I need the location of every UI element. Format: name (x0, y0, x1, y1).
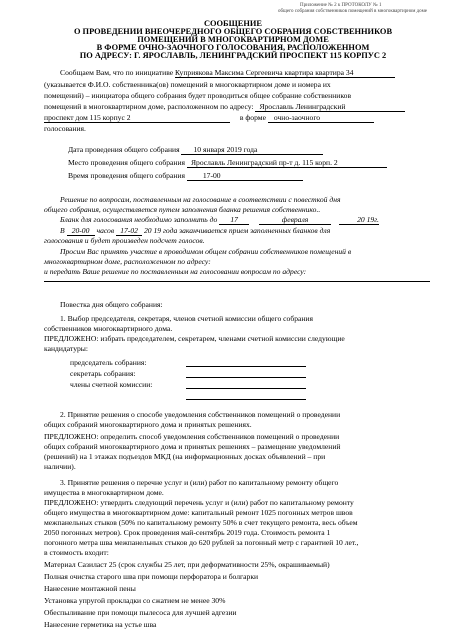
decision-line-7: многоквартирном доме, расположенном по адресу: (44, 257, 211, 266)
decision-line-3 (60, 215, 379, 225)
time-to-field: 17-02 (116, 226, 142, 236)
decision-line-5: голосования и будет произведен подсчет голосов. (44, 236, 205, 245)
work-item: Нанесение герметика на устье шва (44, 620, 157, 629)
counters-label: члены счетной комиссии: (70, 380, 153, 389)
q2-proposal-1: ПРЕДЛОЖЕНО: определить способ уведомления собственников помещений о проведении (44, 432, 340, 441)
agenda-heading: Повестка дня общего собрания: (60, 300, 163, 309)
q2-proposal-2: общих собраний многоквартирного дома и принятых решениях – размещение уведомлений (44, 442, 341, 451)
q3-line-1: 3. Принятие решения о перечне услуг и (или) работ по капитальному ремонту общего (60, 478, 339, 487)
intro-text: Сообщаем Вам, что по инициативе (60, 68, 174, 77)
decision-line-4 (60, 226, 330, 236)
form-field: очно-заочного (268, 113, 374, 123)
hours-label: часов (96, 226, 115, 235)
meeting-date-field: 10 января 2019 года (181, 145, 323, 155)
q3-proposal-3: межпанельных стыков (50% по капитальному ремонту 50% в счет текущего ремонта, весь объем (44, 518, 358, 527)
intro-line-2: (указывается Ф.И.О. собственника(ов) помещений в многоквартирном доме и номера их (44, 80, 331, 89)
title-line-2: О ПРОВЕДЕНИИ ВНЕОЧЕРЕДНОГО ОБЩЕГО СОБРАНИЯ СОБСТВЕННИКОВ (73, 27, 393, 36)
intro-line-3: помещений) – инициатора общего собрания будет проводиться общее собрание собственников (44, 91, 352, 100)
work-item: Установка упругой прокладки со сжатием не менее 30% (44, 596, 226, 605)
q2-line-2: общих собраний многоквартирного дома и принятых решениях. (44, 420, 252, 429)
deadline-label: Бланк для голосования необходимо заполнить до (60, 215, 218, 224)
intro-address-label: помещений в многоквартирном доме, расположенном по адресу: (44, 102, 254, 111)
counters-blank-2 (186, 399, 306, 400)
address-field-2: проспект дом 115 корпус 2 (44, 113, 230, 123)
header-note-line1: Приложение № 2 к ПРОТОКОЛУ № 1 (300, 3, 382, 8)
decision-line-2: общего собрания, осуществляется путем заполнения бланка решения собственнико.. (44, 205, 321, 214)
q3-proposal-5: погонного метра шва межпанельных стыков до 620 рублей за погонный метр с гарантией 10 лет., (44, 538, 359, 547)
counters-blank-1 (186, 388, 306, 389)
q2-proposal-4: наличии). (44, 462, 76, 471)
q3-proposal-4: 2050 погонных метров). Срок проведения май-сентябрь 2019 года. Стоимость ремонта 1 (44, 528, 331, 537)
q3-proposal-2: общего имущества в многоквартирном доме: капитальный ремонт 1025 погонных метров швов (44, 508, 353, 517)
q1-line-2: собственников многоквартирного дома. (44, 324, 173, 333)
q1-proposal-1: ПРЕДЛОЖЕНО: избрать председателем, секретарем, членами счетной комиссии следующие (44, 334, 345, 343)
decision-in: В (60, 226, 65, 235)
work-item: Обеспыливание при помощи пылесоса для лучшей адгезии (44, 608, 237, 617)
meeting-time-field: 17-00 (187, 171, 303, 181)
intro-line-1 (60, 68, 395, 78)
meeting-date-row (68, 145, 323, 155)
meeting-place-field: Ярославль Ленинградский пр-т д. 115 корп. 2 (187, 158, 387, 168)
work-item: Материал Сазиласт 25 (срок службы 25 лет, при деформативности 25%, окрашиваемый) (44, 560, 330, 569)
title-line-5: ПО АДРЕСУ: Г. ЯРОСЛАВЛЬ, ЛЕНИНГРАДСКИЙ ПРОСПЕКТ 115 КОРПУС 2 (79, 51, 387, 60)
secretary-label: секретарь собрания: (70, 369, 136, 378)
deadline-year: 20 19г. (339, 215, 379, 225)
q3-proposal-1: ПРЕДЛОЖЕНО: утвердить следующий перечень услуг и (или) работ по капитальному ремонту (44, 498, 354, 507)
deadline-month: февраля (259, 215, 331, 225)
q3-line-2: имущества в многоквартирном доме. (44, 488, 164, 497)
chair-blank (186, 366, 306, 367)
work-item: Нанесение монтажной пены (44, 584, 136, 593)
intro-line-5 (44, 113, 374, 123)
work-item: Полная очистка старого шва при помощи перфоратора и болгарки (44, 572, 259, 581)
meeting-place-label: Место проведения общего собрания (68, 158, 186, 167)
form-label: в форме (239, 113, 266, 122)
title-line-3: ПОМЕЩЕНИЙ В МНОГОКВАРТИРНОМ ДОМЕ (137, 35, 329, 44)
meeting-place-row (68, 158, 387, 168)
intro-line-4 (44, 102, 405, 112)
deadline-day: 17 (219, 215, 249, 225)
q1-line-1: 1. Выбор председателя, секретаря, членов счетной комиссии общего собрания (60, 314, 313, 323)
meeting-date-label: Дата проведения общего собрания (68, 145, 180, 154)
q3-proposal-6: в стоимость входит: (44, 548, 109, 557)
address-field-1: Ярославль Ленинградский (255, 102, 405, 112)
chair-label: председатель собрания: (70, 358, 147, 367)
initiator-field: Куприякова Максима Сергеевича квартира квартира 34 (175, 68, 395, 78)
secretary-blank (186, 377, 306, 378)
title-line-4: В ФОРМЕ ОЧНО-ЗАОЧНОГО ГОЛОСОВАНИЯ, РАСПОЛОЖЕННОМ (96, 43, 370, 52)
time-from-field: 20-00 (67, 226, 95, 236)
q1-proposal-2: кандидатуры: (44, 344, 88, 353)
decision-line-8: и передать Ваше решение по поставленным на голосовании вопросам по адресу: (44, 267, 307, 276)
decision-line-1: Решение по вопросам, поставленным на голосование в соответствии с повесткой дня (60, 195, 341, 204)
meeting-time-row (68, 171, 303, 181)
title-line-1: СООБЩЕНИЕ (203, 19, 262, 28)
q2-proposal-3: (решений) на 1 этажах подъездов МКД (на информационных досках объявлений – при (44, 452, 326, 461)
decision-close-text: 20 19 года заканчивается прием заполненных бланков для (143, 226, 331, 235)
q2-line-1: 2. Принятие решения о способе уведомления собственников помещений о проведении (60, 410, 341, 419)
meeting-time-label: Время проведения общего собрания (68, 171, 185, 180)
intro-line-6: голосования. (44, 124, 86, 133)
header-note-line2: общего собрания собственников помещений в многоквартирном доме (278, 9, 427, 14)
decision-line-6: Просим Вас принять участие в проводимом общем собрании собственников помещений в (60, 247, 352, 256)
address-blank-line (44, 281, 430, 282)
